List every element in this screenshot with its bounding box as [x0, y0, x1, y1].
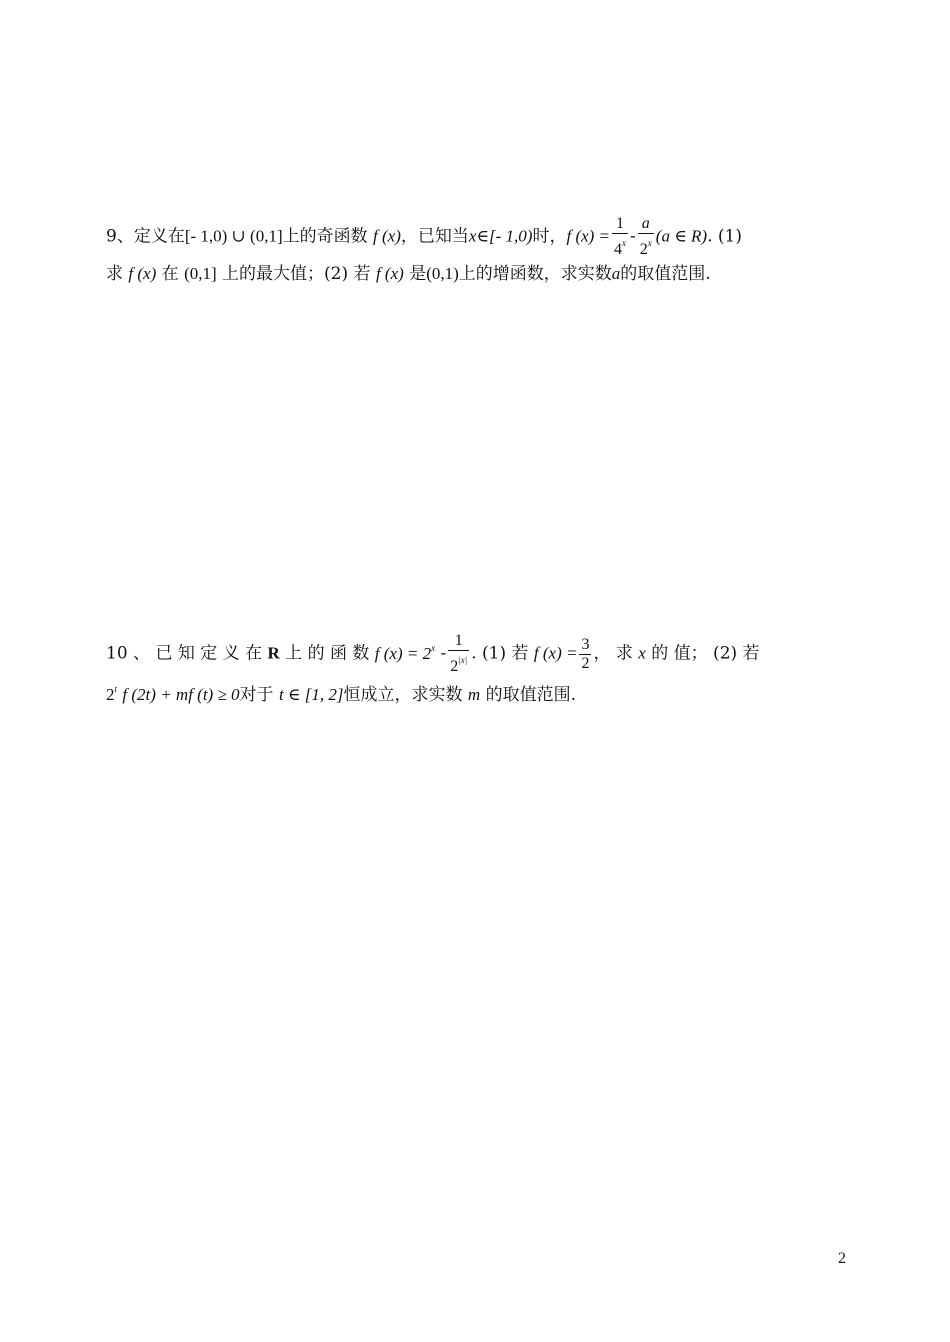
q10-text-5: 的 值； (2) 若	[651, 643, 760, 664]
q9-l2-text-2: 在	[161, 264, 179, 284]
q10-l2-text-3: 的取值范围.	[485, 685, 576, 705]
q10-line-1	[106, 632, 760, 676]
q10-fraction-1-denominator: $2^{|x|}$	[448, 650, 469, 676]
q9-l2-interval: (0,1]	[184, 264, 217, 283]
q9-l2-fx2: f (x)	[375, 264, 404, 283]
q9-fraction-2-numerator: a	[641, 215, 650, 232]
q10-l2-power: 2$^t$	[106, 684, 118, 704]
q10-fraction-2-denominator: 2	[581, 654, 590, 672]
q10-l2-expression: f (2t) + mf (t) ≥ 0	[122, 685, 240, 704]
q10-l2-condition: t ∈ [1, 2]	[278, 685, 344, 704]
q9-line-1	[106, 215, 742, 259]
q10-fraction-1	[448, 632, 469, 676]
q9-l2-text-5: 上的增函数，求实数	[458, 264, 612, 284]
q9-fraction-1-denominator: 4$^x$	[612, 233, 628, 259]
q9-fraction-1-numerator: 1	[616, 215, 625, 232]
page-number: 2	[838, 1250, 846, 1267]
q9-number: 9、	[106, 226, 134, 247]
q9-l2-fx: f (x)	[128, 264, 157, 283]
q10-text-4: ， 求	[593, 643, 633, 664]
q9-l2-interval-2: (0,1)	[426, 264, 459, 283]
q10-fraction-1-numerator: 1	[454, 632, 463, 649]
q9-domain: [- 1,0) ∪ (0,1]	[184, 226, 283, 246]
q9-text-4: 时，	[532, 226, 567, 247]
q9-text-2: 上的奇函数	[282, 226, 368, 247]
q10-text-3: . (1) 若	[471, 643, 529, 664]
q9-fx-def: f (x) =	[566, 226, 611, 246]
q10-number: 10 、	[106, 643, 151, 664]
q10-minus: -	[440, 643, 447, 664]
q9-line-2	[106, 265, 711, 283]
q10-fx: f $(x) = 2^x$	[374, 642, 436, 663]
q10-x: x	[638, 643, 646, 663]
q9-fx: f (x)	[373, 226, 401, 246]
q10-set-R: R	[267, 643, 280, 663]
q9-l2-a: a	[611, 264, 621, 283]
q10-line-2	[106, 685, 576, 704]
q9-fraction-2	[638, 215, 654, 259]
q9-l2-text-3: 上的最大值；(2) 若	[222, 264, 371, 284]
q9-l2-text-1: 求	[106, 264, 123, 284]
q9-minus: -	[630, 226, 636, 247]
q9-l2-text-6: 的取值范围.	[620, 264, 711, 284]
q10-fraction-2-numerator: 3	[581, 635, 590, 653]
q9-fraction-2-denominator: 2$^x$	[638, 233, 654, 259]
q10-l2-text-1: 对于	[239, 685, 274, 705]
q9-text-1: 定义在	[133, 226, 185, 247]
q10-text-1: 已 知 定 义 在	[155, 643, 263, 664]
q10-l2-m: m	[467, 685, 481, 704]
q9-fraction-1	[612, 215, 628, 259]
q9-text-3: ，已知当	[400, 226, 469, 247]
q9-l2-text-4: 是	[409, 264, 427, 284]
q10-text-2: 上 的 函 数	[285, 643, 370, 664]
q10-l2-text-2: 恒成立，求实数	[343, 685, 463, 705]
q9-param: (a ∈ R)	[655, 226, 708, 246]
q10-fx2: f (x) =	[533, 643, 578, 663]
q9-condition: x∈[- 1,0)	[468, 226, 533, 246]
q10-fraction-2	[579, 636, 591, 673]
q9-text-5: . (1)	[707, 226, 742, 247]
